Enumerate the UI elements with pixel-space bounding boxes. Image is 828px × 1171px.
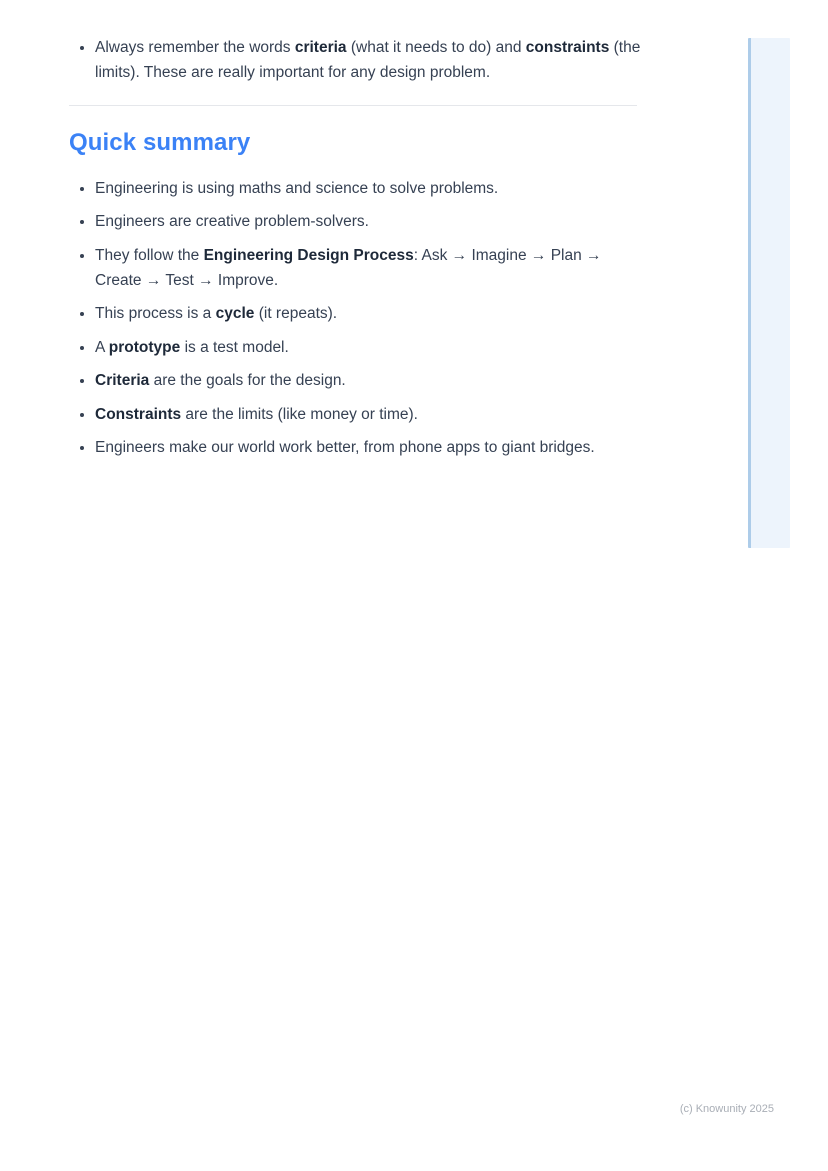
bold-text-segment: Criteria xyxy=(95,372,150,389)
bold-text-segment: Engineering Design Process xyxy=(203,246,414,264)
text-segment: : Ask → Imagine → Plan → Create → Test → Improve. xyxy=(95,246,602,289)
text-segment: Engineering is using maths and science to solve problems. xyxy=(95,179,499,197)
page-title: Quick summary xyxy=(69,128,251,156)
text-segment: (it repeats). xyxy=(254,305,338,322)
page-edge-panel xyxy=(748,38,790,548)
text-segment: Always remember the words xyxy=(95,39,295,56)
list-item xyxy=(95,402,644,427)
bold-text-segment: Constraints xyxy=(95,405,182,423)
text-segment: are the goals for the design. xyxy=(149,372,346,389)
bold-text-segment: prototype xyxy=(108,338,181,356)
text-segment: is a test model. xyxy=(180,338,289,356)
text-segment: Engineers make our world work better, from phone apps to giant bridges. xyxy=(95,439,595,456)
bold-text-segment: cycle xyxy=(215,305,255,322)
list-item xyxy=(95,209,644,234)
list-item xyxy=(95,243,644,293)
list-item xyxy=(95,435,644,460)
text-segment: (what it needs to do) and xyxy=(346,39,526,56)
bold-text-segment: constraints xyxy=(525,39,610,56)
bold-text-segment: criteria xyxy=(294,39,347,56)
list-item xyxy=(95,301,644,326)
list-item xyxy=(95,176,644,201)
list-item xyxy=(95,35,644,85)
summary-list xyxy=(69,176,644,461)
text-segment: They follow the xyxy=(95,246,204,264)
copyright-footer: (c) Knowunity 2025 xyxy=(679,1103,774,1115)
text-segment: (the limits). These are really important for any design problem. xyxy=(95,39,641,81)
text-segment: This process is a xyxy=(95,305,216,322)
document-page-content xyxy=(69,35,644,469)
text-segment: Engineers are creative problem-solvers. xyxy=(95,213,369,230)
section-divider xyxy=(69,105,637,106)
text-segment: are the limits (like money or time). xyxy=(181,405,418,423)
text-segment: A xyxy=(95,338,109,356)
intro-list xyxy=(69,35,644,85)
list-item xyxy=(95,368,644,393)
list-item xyxy=(95,335,644,360)
